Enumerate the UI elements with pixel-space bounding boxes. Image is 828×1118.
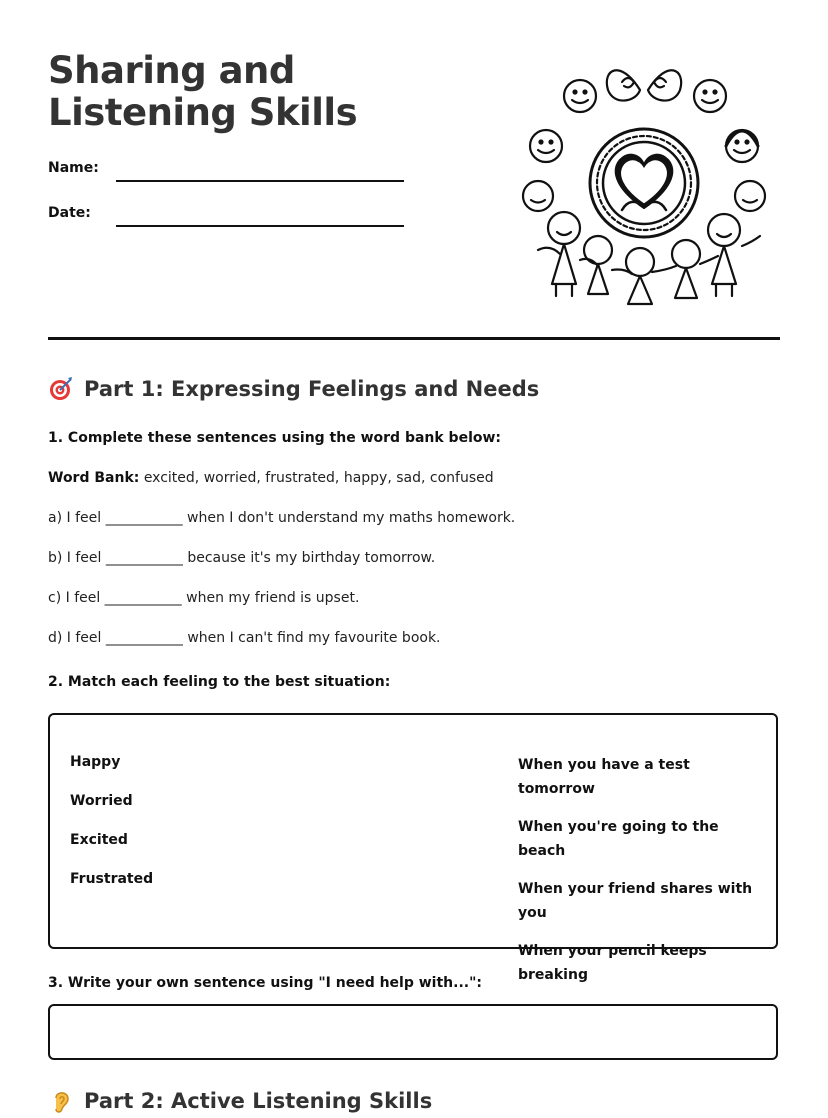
question-2-prompt: 2. Match each feeling to the best situation: <box>48 674 391 690</box>
situation-item: When your friend shares with you <box>518 881 753 921</box>
sentence-answer-box[interactable] <box>48 1004 778 1060</box>
feeling-item: Worried <box>70 793 133 809</box>
feeling-item: Frustrated <box>70 871 154 887</box>
feeling-item: Happy <box>70 754 121 770</box>
part1-heading-text: Part 1: Expressing Feelings and Needs <box>84 377 540 401</box>
name-label: Name: <box>48 160 99 176</box>
situation-item: When you have a test tomorrow <box>518 757 690 797</box>
question-3-prompt: 3. Write your own sentence using "I need help with...": <box>48 975 482 991</box>
part2-heading <box>48 1088 432 1114</box>
sentence-d: d) I feel ___________ when I can't find my favourite book. <box>48 630 441 646</box>
word-bank-label: Word Bank: <box>48 470 140 486</box>
sentence-b: b) I feel ___________ because it's my birthday tomorrow. <box>48 550 436 566</box>
target-icon <box>48 376 74 402</box>
word-bank-words: excited, worried, frustrated, happy, sad, confused <box>143 470 494 486</box>
ear-icon <box>48 1088 74 1114</box>
situation-item: When your pencil keeps breaking <box>518 943 707 983</box>
children-circle-heart-icon <box>510 50 782 320</box>
sentence-c: c) I feel ___________ when my friend is upset. <box>48 590 360 606</box>
date-label: Date: <box>48 205 91 221</box>
sentence-a: a) I feel ___________ when I don't understand my maths homework. <box>48 510 516 526</box>
section-divider <box>48 337 780 340</box>
part2-heading-text: Part 2: Active Listening Skills <box>84 1089 433 1113</box>
word-bank <box>48 470 494 486</box>
situation-item: When you're going to the beach <box>518 819 719 859</box>
feeling-item: Excited <box>70 832 128 848</box>
situations-list <box>518 753 768 1001</box>
page-title: Sharing and Listening Skills <box>48 49 358 134</box>
part1-heading <box>48 376 539 402</box>
name-field[interactable] <box>116 180 404 182</box>
feelings-list <box>70 753 153 909</box>
question-1-prompt: 1. Complete these sentences using the word bank below: <box>48 430 502 446</box>
date-field[interactable] <box>116 225 404 227</box>
